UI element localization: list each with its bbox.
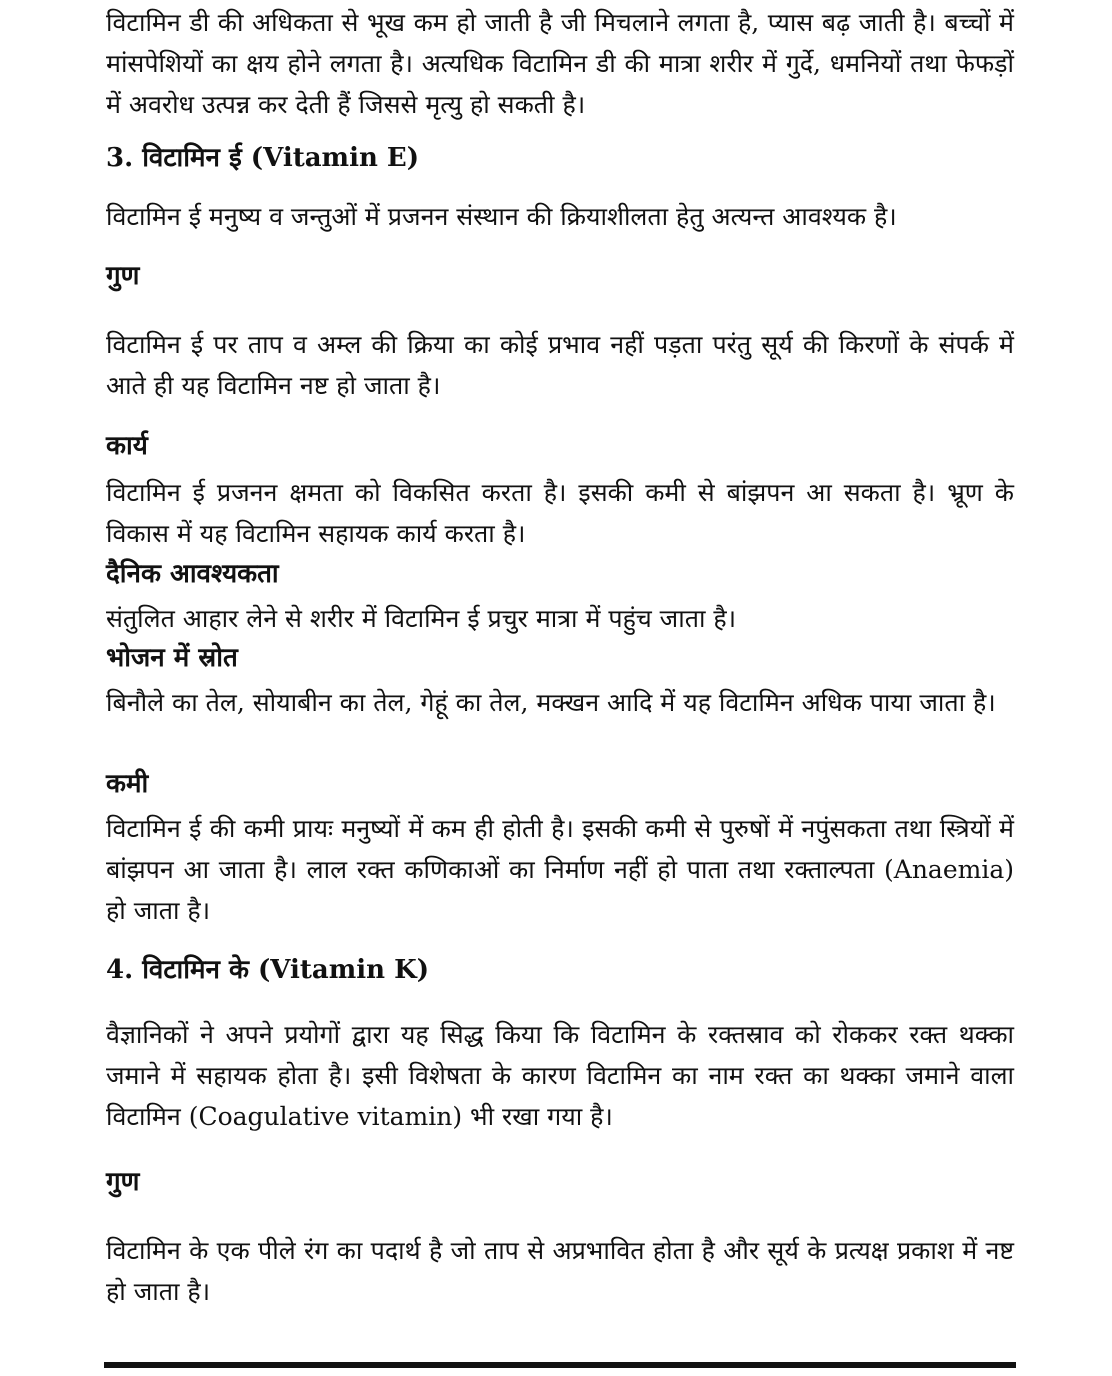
heading-vitamin-e-daily-requirement: दैनिक आवश्यकता [106, 559, 279, 589]
heading-vitamin-e: 3. विटामिन ई (Vitamin E) [106, 143, 420, 173]
paragraph-vitamin-e-deficiency: विटामिन ई की कमी प्रायः मनुष्यों में कम ही होती है। इसकी कमी से पुरुषों में नपुंसकता तथा स्त्रियों में बांझपन आ जाता है। लाल रक्त कणिकाओं का निर्माण नहीं हो पाता तथा रक्ताल्पता (Anaemia) हो जाता है। [106, 814, 1014, 925]
paragraph-vitamin-d-excess: विटामिन डी की अधिकता से भूख कम हो जाती है जी मिचलाने लगता है, प्यास बढ़ जाती है। बच्चों में मांसपेशियों का क्षय होने लगता है। अत्यधिक विटामिन डी की मात्रा शरीर में गुर्दे, धमनियों तथा फेफड़ों में अवरोध उत्पन्न कर देती हैं जिससे मृत्यु हो सकती है। [106, 8, 1014, 119]
paragraph-vitamin-e-intro: विटामिन ई मनुष्य व जन्तुओं में प्रजनन संस्थान की क्रियाशीलता हेतु अत्यन्त आवश्यक है। [106, 202, 897, 231]
heading-vitamin-k-properties: गुण [106, 1167, 140, 1197]
paragraph-vitamin-k-intro: वैज्ञानिकों ने अपने प्रयोगों द्वारा यह सिद्ध किया कि विटामिन के रक्तस्राव को रोककर रक्त थक्का जमाने में सहायक होता है। इसी विशेषता के कारण विटामिन का नाम रक्त का थक्का जमाने वाला विटामिन (Coagulative vitamin) भी रखा गया है। [106, 1020, 1014, 1131]
heading-vitamin-e-food-sources: भोजन में स्रोत [106, 643, 238, 673]
paragraph-vitamin-k-properties: विटामिन के एक पीले रंग का पदार्थ है जो ताप से अप्रभावित होता है और सूर्य के प्रत्यक्ष प्रकाश में नष्ट हो जाता है। [106, 1236, 1014, 1306]
paragraph-vitamin-e-daily-requirement: संतुलित आहार लेने से शरीर में विटामिन ई प्रचुर मात्रा में पहुंच जाता है। [106, 604, 737, 633]
paragraph-vitamin-e-food-sources: बिनौले का तेल, सोयाबीन का तेल, गेहूं का तेल, मक्खन आदि में यह विटामिन अधिक पाया जाता है। [106, 688, 996, 717]
footer-divider [104, 1362, 1016, 1368]
paragraph-vitamin-e-properties: विटामिन ई पर ताप व अम्ल की क्रिया का कोई प्रभाव नहीं पड़ता परंतु सूर्य की किरणों के संपर्क में आते ही यह विटामिन नष्ट हो जाता है। [106, 330, 1014, 400]
heading-vitamin-e-deficiency: कमी [106, 769, 149, 799]
heading-vitamin-e-function: कार्य [106, 431, 148, 461]
paragraph-vitamin-e-function: विटामिन ई प्रजनन क्षमता को विकसित करता है। इसकी कमी से बांझपन आ सकता है। भ्रूण के विकास में यह विटामिन सहायक कार्य करता है। [106, 478, 1014, 548]
heading-vitamin-k: 4. विटामिन के (Vitamin K) [106, 955, 429, 985]
heading-vitamin-e-properties: गुण [106, 261, 140, 291]
